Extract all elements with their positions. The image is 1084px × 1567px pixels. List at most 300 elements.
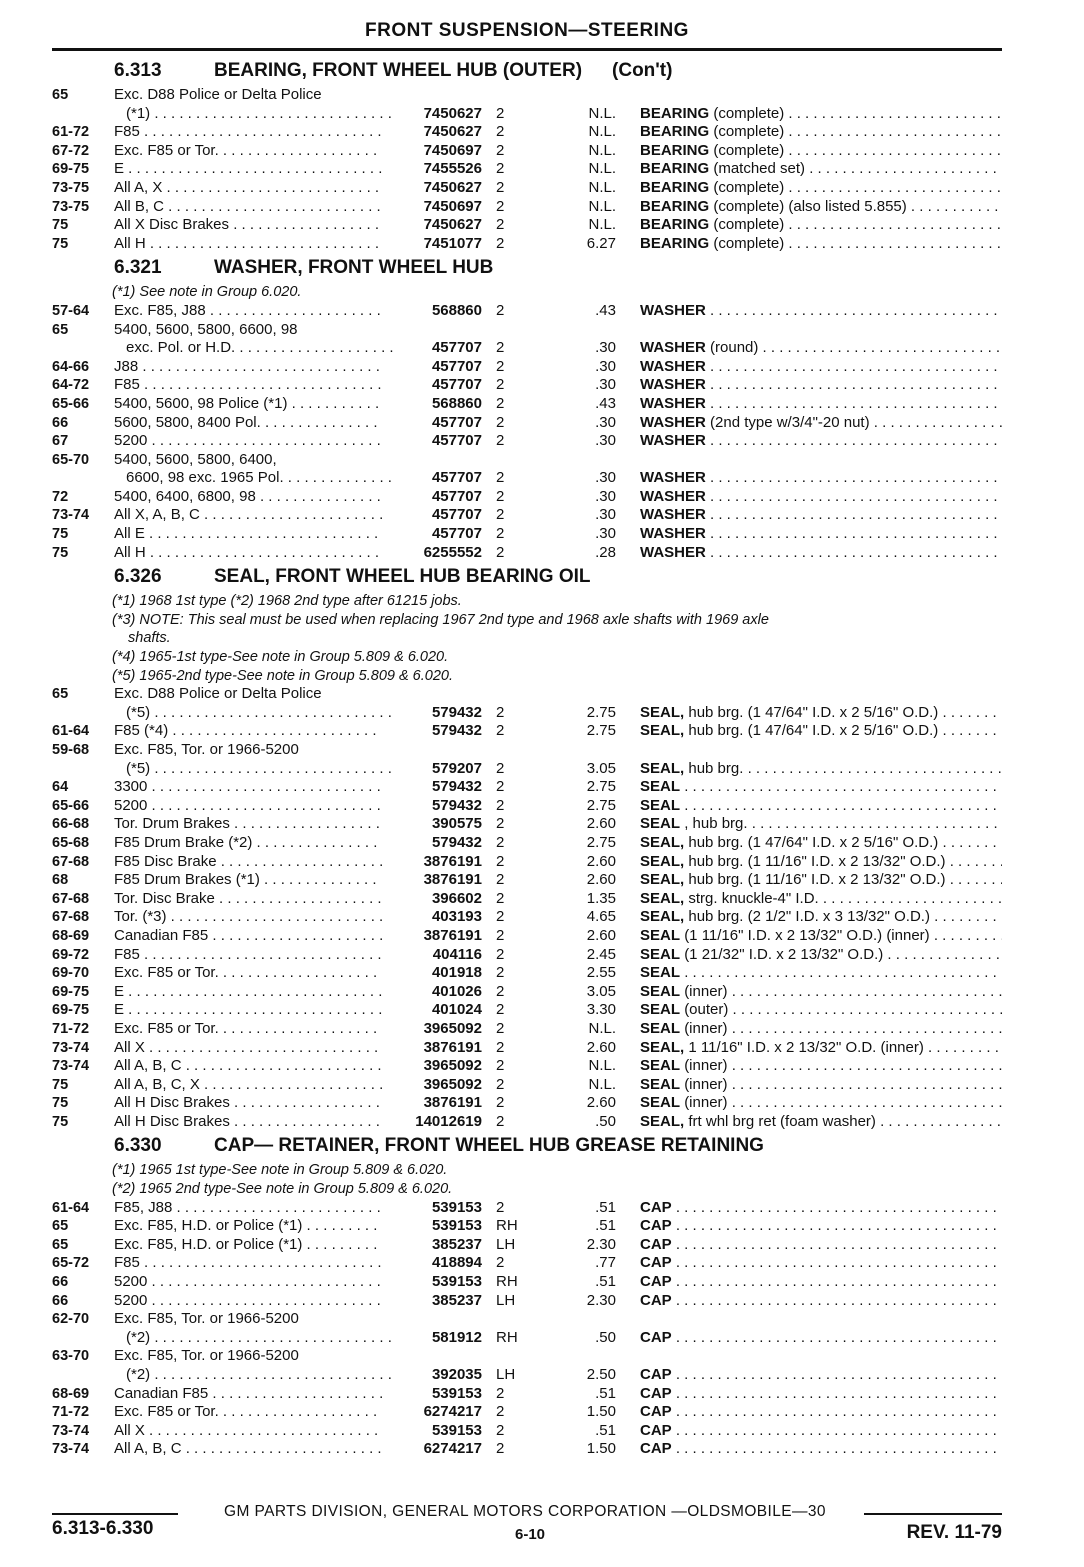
model-year: 61-64: [52, 723, 90, 740]
model-description: [114, 321, 382, 340]
table-row: [52, 142, 1002, 161]
quantity: 2: [496, 376, 505, 394]
price: 2.60: [586, 852, 616, 870]
model-description: [114, 216, 382, 235]
part-detail: hub brg. (1 47/64" I.D. x 2 5/16" O.D.): [688, 703, 939, 721]
part-description: [640, 432, 1002, 451]
table-row: [52, 198, 1002, 217]
part-description: [640, 983, 1002, 1002]
table-row: [52, 760, 1002, 779]
model-text: 6600, 98 exc. 1965 Pol.: [126, 469, 284, 487]
part-number: 579432: [431, 778, 482, 796]
price: 4.65: [586, 908, 616, 926]
model-text: All H: [114, 234, 146, 252]
quantity: 2: [496, 722, 505, 740]
price: .50: [595, 1328, 616, 1346]
section-6-330: [52, 1131, 1002, 1459]
part-number: 579432: [431, 833, 482, 851]
part-description: [640, 525, 1002, 544]
table-row: [52, 1329, 1002, 1348]
model-description: [114, 525, 382, 544]
part-number: 568860: [431, 301, 482, 319]
quantity: 2: [496, 123, 505, 141]
model-description: [114, 1292, 382, 1311]
table-row: [52, 358, 1002, 377]
page-header: [52, 18, 1002, 51]
price: .30: [595, 432, 616, 450]
continued-label: (Con't): [612, 60, 673, 81]
price: N.L.: [588, 178, 616, 196]
model-year: 75: [52, 1076, 69, 1093]
section-heading-text: WASHER, FRONT WHEEL HUB: [214, 257, 494, 279]
footer-section-range: 6.313-6.330: [52, 1518, 154, 1539]
part-number: 418894: [431, 1254, 482, 1272]
part-description: [640, 834, 1002, 853]
part-number: 457707: [431, 376, 482, 394]
part-name: BEARING: [640, 123, 710, 141]
model-text: (*2): [126, 1366, 151, 1383]
section-title: [52, 253, 1002, 283]
table-row: [52, 1020, 1002, 1039]
model-description: [114, 1347, 382, 1366]
part-name: SEAL: [640, 1001, 681, 1019]
model-description: [114, 432, 382, 451]
part-number: 390575: [431, 815, 482, 833]
part-description: [640, 964, 1002, 983]
part-number: 3965092: [423, 1075, 482, 1093]
model-text: F85 (*4): [114, 722, 169, 740]
part-name: CAP: [640, 1217, 672, 1235]
part-number: 539153: [431, 1198, 482, 1216]
model-text: All B, C: [114, 197, 165, 215]
part-name: WASHER: [640, 301, 706, 319]
model-text: All A, X: [114, 178, 163, 196]
model-description: [114, 488, 382, 507]
footnote: (*5) 1965-2nd type-See note in Group 5.809 & 6.020.: [112, 667, 453, 684]
model-text: Exc. F85, Tor. or 1966-5200: [114, 741, 299, 758]
model-year: 67-68: [52, 909, 90, 926]
table-row: [52, 685, 1002, 704]
part-description: [640, 1217, 1002, 1236]
price: 2.30: [586, 1235, 616, 1253]
model-text: Exc. F85 or Tor.: [114, 964, 219, 982]
model-description: [114, 86, 382, 105]
model-description: [114, 741, 382, 760]
model-description: [114, 1076, 382, 1095]
part-detail: hub brg. (1 11/16" I.D. x 2 13/32" O.D.): [688, 852, 946, 870]
table-row: [52, 506, 1002, 525]
part-description: [640, 105, 1002, 124]
table-row: [52, 890, 1002, 909]
table-row: [52, 1273, 1002, 1292]
model-text: Exc. F85, Tor. or 1966-5200: [114, 1347, 299, 1365]
part-description: [640, 1236, 1002, 1255]
model-description: [114, 1310, 382, 1329]
model-year: 65-70: [52, 451, 90, 468]
model-year: 73-74: [52, 507, 90, 524]
model-text: All X Disc Brakes: [114, 216, 230, 234]
price: .30: [595, 413, 616, 431]
model-text: All H Disc Brakes: [114, 1112, 230, 1130]
quantity: 2: [496, 525, 505, 543]
part-name: CAP: [640, 1198, 672, 1216]
model-year: 65: [52, 87, 69, 103]
section-title: [52, 1131, 1002, 1161]
part-description: [640, 946, 1002, 965]
quantity: 2: [496, 833, 505, 851]
model-description: [114, 1039, 382, 1058]
table-row: [52, 160, 1002, 179]
quantity: LH: [496, 1291, 516, 1309]
model-year: 67-68: [52, 853, 90, 870]
model-year: 73-74: [52, 1039, 90, 1056]
part-name: SEAL: [640, 1057, 681, 1075]
model-year: 67-72: [52, 142, 90, 159]
part-detail: (matched set): [713, 160, 806, 178]
part-description: [640, 142, 1002, 161]
part-detail: , hub brg.: [684, 815, 748, 833]
model-text: F85 Drum Brakes (*1): [114, 871, 260, 889]
part-name: WASHER: [640, 487, 706, 505]
parts-listing: [52, 56, 1002, 1459]
part-description: [640, 1254, 1002, 1273]
quantity: 2: [496, 1038, 505, 1056]
part-detail: frt whl brg ret (foam washer): [688, 1112, 876, 1130]
footer-revision: REV. 11-79: [906, 1522, 1002, 1543]
model-text: J88: [114, 357, 139, 375]
model-year: 63-70: [52, 1348, 90, 1365]
model-year: 69-72: [52, 946, 90, 963]
part-detail: (round): [710, 339, 759, 357]
price: N.L.: [588, 197, 616, 215]
part-detail: hub brg. (2 1/2" I.D. x 3 13/32" O.D.): [688, 908, 930, 926]
table-row: [52, 1001, 1002, 1020]
price: 2.75: [586, 722, 616, 740]
table-row: [52, 488, 1002, 507]
part-number: 539153: [431, 1384, 482, 1402]
model-text: 5200: [114, 1273, 148, 1291]
part-name: SEAL: [640, 796, 681, 814]
part-description: [640, 1273, 1002, 1292]
quantity: 2: [496, 796, 505, 814]
part-description: [640, 927, 1002, 946]
model-description: [114, 235, 382, 254]
section-6-313: [52, 56, 1002, 253]
part-number: 3876191: [423, 852, 482, 870]
part-number: 539153: [431, 1217, 482, 1235]
model-text: Canadian F85: [114, 926, 209, 944]
table-row: [52, 741, 1002, 760]
model-description: [114, 179, 382, 198]
model-description: [114, 927, 382, 946]
quantity: 2: [496, 889, 505, 907]
model-description: [114, 1001, 382, 1020]
part-number: 457707: [431, 469, 482, 487]
model-text: 3300: [114, 778, 148, 796]
table-row: [52, 1057, 1002, 1076]
part-name: SEAL,: [640, 871, 685, 889]
model-text: F85 Disc Brake: [114, 852, 217, 870]
part-detail: (complete): [713, 178, 785, 196]
part-number: 457707: [431, 487, 482, 505]
model-text: All A, B, C, X: [114, 1075, 200, 1093]
model-year: 65-72: [52, 1255, 90, 1272]
table-row: [52, 302, 1002, 321]
part-number: 579432: [431, 722, 482, 740]
model-text: Exc. F85, H.D. or Police (*1): [114, 1235, 303, 1253]
part-number: 401026: [431, 982, 482, 1000]
price: 6.27: [586, 234, 616, 252]
price: .43: [595, 301, 616, 319]
table-row: [52, 946, 1002, 965]
table-row: [52, 778, 1002, 797]
part-detail: (outer): [684, 1001, 729, 1019]
part-description: [640, 376, 1002, 395]
quantity: 2: [496, 413, 505, 431]
part-name: SEAL,: [640, 703, 685, 721]
model-year: 64: [52, 779, 69, 796]
footnote: (*1) 1965 1st type-See note in Group 5.809 & 6.020.: [112, 1162, 448, 1179]
section-heading: [214, 1131, 764, 1161]
model-text: F85, J88: [114, 1198, 173, 1216]
part-name: WASHER: [640, 506, 706, 524]
quantity: 2: [496, 964, 505, 982]
part-description: [640, 414, 1002, 433]
table-row: [52, 432, 1002, 451]
price: N.L.: [588, 1019, 616, 1037]
part-description: [640, 908, 1002, 927]
quantity: 2: [496, 1112, 505, 1130]
model-description: [114, 1113, 382, 1132]
model-text: F85: [114, 123, 140, 141]
table-row: [52, 1366, 1002, 1385]
model-description: [114, 1385, 382, 1404]
table-row: [52, 1217, 1002, 1236]
price: N.L.: [588, 1075, 616, 1093]
price: 3.30: [586, 1001, 616, 1019]
quantity: 2: [496, 1075, 505, 1093]
price: .51: [595, 1384, 616, 1402]
price: 2.50: [586, 1366, 616, 1383]
table-row: [52, 964, 1002, 983]
table-row: [52, 86, 1002, 105]
part-number: 579432: [431, 703, 482, 721]
part-number: 3876191: [423, 871, 482, 889]
table-row: [52, 544, 1002, 563]
model-year: 66: [52, 1274, 69, 1291]
model-text: Exc. F85 or Tor.: [114, 141, 219, 159]
table-row: [52, 1199, 1002, 1218]
part-name: BEARING: [640, 160, 710, 178]
price: .28: [595, 543, 616, 561]
part-number: 7451077: [423, 234, 482, 252]
part-description: [640, 853, 1002, 872]
part-name: CAP: [640, 1235, 672, 1253]
price: 2.30: [586, 1291, 616, 1309]
part-name: SEAL: [640, 1075, 681, 1093]
part-description: [640, 469, 1002, 488]
section-title: [52, 562, 1002, 592]
model-description: [114, 414, 382, 433]
part-name: WASHER: [640, 469, 706, 487]
part-description: [640, 1057, 1002, 1076]
model-text: (*5): [126, 759, 151, 777]
model-text: exc. Pol. or H.D.: [126, 339, 236, 357]
part-number: 403193: [431, 908, 482, 926]
model-description: [114, 395, 382, 414]
part-detail: (complete) (also listed 5.855): [713, 197, 907, 215]
part-number: 579207: [431, 759, 482, 777]
model-description: [114, 1440, 382, 1459]
part-description: [640, 1113, 1002, 1132]
table-row: [52, 1254, 1002, 1273]
part-description: [640, 506, 1002, 525]
quantity: 2: [496, 945, 505, 963]
quantity: 2: [496, 815, 505, 833]
section-number: 6.321: [114, 257, 162, 279]
part-number: 579432: [431, 796, 482, 814]
footer-rule-left: [52, 1513, 178, 1515]
section-heading-text: SEAL, FRONT WHEEL HUB BEARING OIL: [214, 566, 591, 588]
price: 1.50: [586, 1403, 616, 1421]
model-description: [114, 1422, 382, 1441]
part-detail: (1 11/16" I.D. x 2 13/32" O.D.) (inner): [684, 926, 930, 944]
table-row: [52, 376, 1002, 395]
quantity: 2: [496, 104, 505, 122]
table-row: [52, 105, 1002, 124]
model-text: 5200: [114, 432, 148, 450]
price: 2.60: [586, 1038, 616, 1056]
model-year: 73-74: [52, 1058, 90, 1075]
part-number: 6274217: [423, 1440, 482, 1458]
part-number: 401918: [431, 964, 482, 982]
part-name: BEARING: [640, 234, 710, 252]
part-number: 7450627: [423, 123, 482, 141]
model-text: All E: [114, 525, 145, 543]
table-row: [52, 469, 1002, 488]
section-heading: [214, 562, 590, 592]
part-detail: (complete): [713, 104, 785, 122]
model-description: [114, 685, 382, 704]
price: N.L.: [588, 141, 616, 159]
model-description: [114, 142, 382, 161]
part-name: SEAL,: [640, 833, 685, 851]
model-text: F85: [114, 945, 140, 963]
model-text: Tor. Drum Brakes: [114, 815, 230, 833]
part-description: [640, 1039, 1002, 1058]
model-text: All H: [114, 543, 146, 561]
model-text: (*2): [126, 1328, 151, 1346]
model-text: Tor. (*3): [114, 908, 167, 926]
model-text: F85: [114, 376, 140, 394]
footer-rule-right: [864, 1513, 1002, 1515]
part-number: 3965092: [423, 1019, 482, 1037]
price: N.L.: [588, 123, 616, 141]
part-number: 7450627: [423, 104, 482, 122]
model-description: [114, 890, 382, 909]
table-row: [52, 927, 1002, 946]
model-text: Exc. F85, H.D. or Police (*1): [114, 1217, 303, 1235]
part-name: CAP: [640, 1421, 672, 1439]
price: .30: [595, 487, 616, 505]
section-heading: [214, 253, 493, 283]
price: .43: [595, 394, 616, 412]
part-detail: (1 21/32" I.D. x 2 13/32" O.D.): [684, 945, 884, 963]
page-title: FRONT SUSPENSION—STEERING: [365, 20, 689, 41]
quantity: 2: [496, 197, 505, 215]
model-description: [114, 105, 394, 124]
model-year: 61-64: [52, 1199, 90, 1216]
part-name: WASHER: [640, 376, 706, 394]
model-year: 57-64: [52, 302, 90, 319]
part-description: [640, 395, 1002, 414]
model-year: 64-66: [52, 358, 90, 375]
model-description: [114, 1217, 382, 1236]
part-description: [640, 339, 1002, 358]
model-year: 65-66: [52, 395, 90, 412]
table-row: [52, 834, 1002, 853]
price: 2.75: [586, 778, 616, 796]
model-text: Exc. F85 or Tor.: [114, 1403, 219, 1421]
model-description: [114, 946, 382, 965]
model-year: 65: [52, 1236, 69, 1253]
quantity: RH: [496, 1328, 518, 1346]
part-number: 457707: [431, 339, 482, 357]
price: .30: [595, 357, 616, 375]
price: .51: [595, 1421, 616, 1439]
part-name: BEARING: [640, 178, 710, 196]
model-text: 5200: [114, 796, 148, 814]
model-description: [114, 358, 382, 377]
model-year: 65: [52, 686, 69, 703]
model-description: [114, 1273, 382, 1292]
quantity: 2: [496, 234, 505, 252]
model-year: 71-72: [52, 1404, 90, 1421]
model-text: 5400, 5600, 98 Police (*1): [114, 394, 288, 412]
section-6-326: [52, 562, 1002, 1131]
part-detail: (inner): [684, 1094, 728, 1112]
part-number: 581912: [431, 1328, 482, 1346]
model-year: 65-66: [52, 797, 90, 814]
model-year: 69-75: [52, 983, 90, 1000]
footer-page-number: 6-10: [514, 1526, 546, 1543]
part-description: [640, 1403, 1002, 1422]
part-description: [640, 797, 1002, 816]
quantity: LH: [496, 1366, 516, 1383]
table-row: [52, 1236, 1002, 1255]
part-description: [640, 722, 1002, 741]
quantity: 2: [496, 982, 505, 1000]
quantity: 2: [496, 301, 505, 319]
model-description: [114, 506, 382, 525]
model-text: All H Disc Brakes: [114, 1094, 230, 1112]
quantity: 2: [496, 1254, 505, 1272]
quantity: 2: [496, 852, 505, 870]
part-number: 7450697: [423, 197, 482, 215]
model-text: 5600, 5800, 8400 Pol.: [114, 413, 261, 431]
table-row: [52, 871, 1002, 890]
quantity: 2: [496, 1384, 505, 1402]
model-description: [114, 834, 382, 853]
part-number: 568860: [431, 394, 482, 412]
part-name: SEAL: [640, 964, 681, 982]
part-name: SEAL: [640, 982, 681, 1000]
model-description: [114, 160, 382, 179]
part-number: 6255552: [423, 543, 482, 561]
part-name: CAP: [640, 1384, 672, 1402]
price: 2.75: [586, 703, 616, 721]
table-row: [52, 1076, 1002, 1095]
